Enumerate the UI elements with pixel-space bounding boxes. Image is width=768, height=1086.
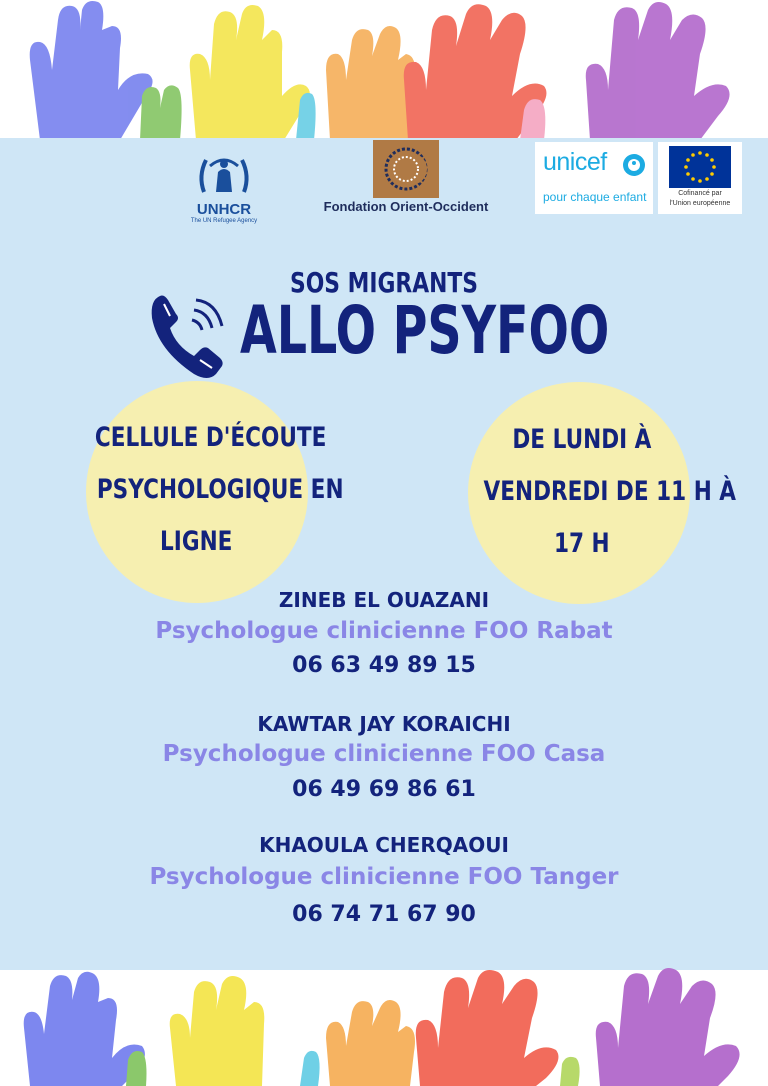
unicef-logo bbox=[535, 142, 653, 214]
service-line-1: CELLULE D'ÉCOUTE bbox=[94, 422, 327, 453]
hours-line-1: DE LUNDI À bbox=[512, 424, 652, 455]
fondation-orient-occident-logo bbox=[308, 138, 504, 216]
contact-phone[interactable]: 06 49 69 86 61 bbox=[292, 777, 476, 802]
contact-name: KAWTAR JAY KORAICHI bbox=[257, 712, 511, 736]
raised-hands-illustration-top bbox=[0, 0, 768, 140]
unhcr-emblem-icon bbox=[194, 152, 254, 196]
contact-name: ZINEB EL OUAZANI bbox=[278, 588, 490, 612]
service-description bbox=[66, 412, 344, 568]
unhcr-logo bbox=[186, 152, 262, 234]
unhcr-subtitle: The UN Refugee Agency bbox=[190, 218, 258, 224]
hours-line-2: VENDREDI DE 11 H À bbox=[483, 476, 737, 507]
unicef-wordmark: unicef bbox=[543, 148, 607, 176]
sos-migrants-heading: SOS MIGRANTS bbox=[289, 266, 479, 299]
raised-hands-illustration-bottom bbox=[0, 968, 768, 1086]
contact-name: KHAOULA CHERQAOUI bbox=[259, 833, 509, 857]
unhcr-name: UNHCR bbox=[196, 201, 252, 218]
contact-role: Psychologue clinicienne FOO Rabat bbox=[155, 618, 613, 644]
eu-cofunding-logo bbox=[658, 142, 742, 214]
contact-phone[interactable]: 06 74 71 67 90 bbox=[292, 902, 476, 927]
service-line-2: PSYCHOLOGIQUE EN bbox=[96, 474, 344, 505]
eu-text-line-2: l'Union européenne bbox=[669, 200, 731, 207]
unicef-tagline: pour chaque enfant bbox=[543, 190, 647, 204]
contact-role: Psychologue clinicienne FOO Casa bbox=[162, 741, 606, 767]
contact-role: Psychologue clinicienne FOO Tanger bbox=[149, 864, 619, 890]
opening-hours bbox=[452, 414, 737, 570]
service-line-3: LIGNE bbox=[159, 526, 233, 557]
hours-line-3: 17 H bbox=[554, 528, 610, 559]
eu-text-line-1: Cofinancé par bbox=[678, 190, 722, 197]
unicef-globe-icon bbox=[621, 152, 647, 178]
eu-flag-icon bbox=[669, 146, 731, 188]
foo-emblem-icon bbox=[373, 140, 439, 198]
phone-ringing-icon bbox=[146, 290, 230, 382]
foo-name: Fondation Orient-Occident bbox=[323, 199, 489, 214]
contact-phone[interactable]: 06 63 49 89 15 bbox=[292, 653, 476, 678]
allo-psyfoo-title: ALLO PSYFOO bbox=[240, 292, 610, 369]
